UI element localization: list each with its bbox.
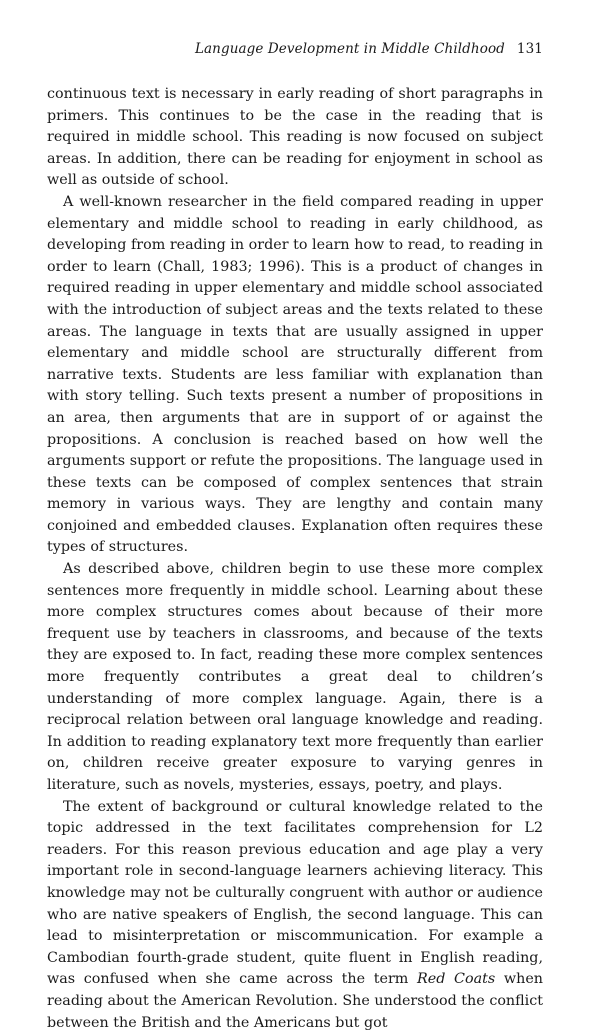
paragraph-3: As described above, children begin to use these more complex sentences more frequently in middle school. Learning about these more complex structures comes about because of their more frequent use by teachers in classrooms, and because of the texts they are exposed to. In fact, reading these more complex sentences more frequently contributes a great deal to children’s understanding of more complex language. Again, there is a reciprocal relation between oral language knowledge and reading. In addition to reading explanatory text more frequently than earlier on, children receive greater exposure to varying genres in literature, such as novels, mysteries, essays, poetry, and plays.: [47, 561, 543, 793]
book-page: [47, 40, 543, 1034]
paragraph-4: [47, 797, 543, 1034]
paragraph-4-text-a: The extent of background or cultural knowledge related to the topic addressed in the text facilitates comprehension for L2 readers. For this reason previous education and age play a very important role in second-language learners achieving literacy. This knowledge may not be culturally congruent with author or audience who are native speakers of English, the second language. This can lead to misinterpretation or miscommunication. For example a Cambodian fourth-grade student, quite fluent in English reading, was confused when she came across the term: [47, 798, 543, 988]
chapter-title: Language Development in Middle Childhood: [194, 41, 505, 57]
running-head: [47, 40, 543, 58]
page-number: 131: [516, 41, 543, 57]
paragraph-4-text-b: when reading about the American Revolution. She understood the conflict between the British and the Americans but got: [47, 971, 543, 1031]
paragraph-2: A well-known researcher in the field compared reading in upper elementary and middle school to reading in early childhood, as developing from reading in order to learn how to read, to reading in order to learn (Chall, 1983; 1996). This is a product of changes in required reading in upper elementary and middle school associated with the introduction of subject areas and the texts related to these areas. The language in texts that are usually assigned in upper elementary and middle school are structurally different from narrative texts. Students are less familiar with explanation than with story telling. Such texts present a number of propositions in an area, then arguments that are in support of or against the propositions. A conclusion is reached based on how well the arguments support or refute the propositions. The language used in these texts can be composed of complex sentences that strain memory in various ways. They are lengthy and contain many conjoined and embedded clauses. Explanation often requires these types of structures.: [47, 193, 543, 556]
paragraph-1: continuous text is necessary in early reading of short paragraphs in primers. This continues to be the case in the reading that is required in middle school. This reading is now focused on subject areas. In addition, there can be reading for enjoyment in school as well as outside of school.: [47, 86, 543, 189]
body-text: [47, 84, 543, 1034]
paragraph-4-italic-term: Red Coats: [417, 971, 496, 988]
